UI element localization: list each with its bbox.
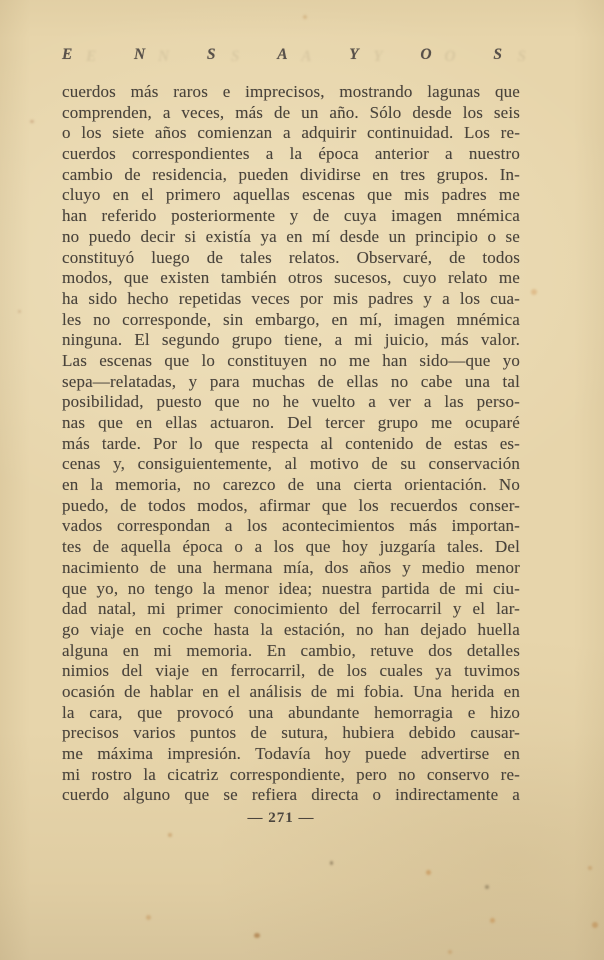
foxing-spot: [448, 950, 452, 954]
header-letter: S: [206, 46, 216, 63]
text-line: posibilidad, puesto que no he vuelto a ver a las perso-: [62, 392, 520, 412]
foxing-spot: [330, 861, 333, 865]
header-letter: S: [493, 46, 502, 63]
header-letter: N: [134, 46, 146, 63]
foxing-spot: [588, 866, 592, 870]
text-line: la cara, que provocó una abundante hemorragia e hizo: [62, 702, 520, 722]
text-line: go viaje en coche hasta la estación, no han dejado huella: [62, 619, 520, 639]
text-line: mi rostro la cicatriz correspondiente, pero no conservo re-: [62, 764, 520, 784]
text-line: más tarde. Por lo que respecta al contenido de estas es-: [62, 433, 520, 453]
text-line: constituyó luego de tales relatos. Observaré, de todos: [62, 247, 520, 267]
text-line: cambio de residencia, pueden dividirse en tres grupos. In-: [62, 164, 520, 184]
text-line: Las escenas que lo constituyen no me han sido—que yo: [62, 350, 520, 370]
text-line: en la memoria, no carezco de una cierta orientación. No: [62, 475, 520, 495]
text-line: cluyo en el primero aquellas escenas que mis padres me: [62, 185, 520, 205]
header-ghost-letter: N: [158, 48, 170, 65]
foxing-spot: [592, 922, 598, 928]
foxing-spot: [146, 915, 151, 920]
header-letter: A: [277, 46, 288, 63]
text-line: o los siete años comienzan a adquirir continuidad. Los re-: [62, 123, 520, 143]
foxing-spot: [30, 120, 34, 123]
header-ghost-letter: Y: [373, 48, 383, 65]
foxing-spot: [490, 918, 495, 923]
text-line: modos, que existen también otros sucesos, cuyo relato me: [62, 268, 520, 288]
text-line: me máxima impresión. Todavía hoy puede advertirse en: [62, 744, 520, 763]
text-line: vados correspondan a los acontecimientos más importan-: [62, 516, 520, 536]
foxing-spot: [426, 870, 431, 875]
foxing-spot: [531, 289, 537, 295]
text-line: les no corresponde, sin embargo, en mí, imagen mnémica: [62, 309, 520, 329]
text-line: nimios del viaje en ferrocarril, de los cuales ya tuvimos: [62, 661, 520, 681]
foxing-spot: [168, 833, 172, 837]
text-line: nas que en ellas actuaron. Del tercer grupo me ocuparé: [62, 413, 520, 432]
foxing-spot: [485, 885, 489, 889]
foxing-spot: [254, 933, 260, 938]
text-line: no puedo decir si existía ya en mí desde un principio o se: [62, 226, 520, 246]
header-ghost-letter: E: [86, 48, 97, 65]
text-line: comprenden, a veces, más de un año. Sólo desde los seis: [62, 102, 520, 122]
foxing-spot: [18, 310, 21, 313]
text-line: sepa—relatadas, y para muchas de ellas no cabe una tal: [62, 371, 520, 391]
page-number: — 271 —: [247, 810, 315, 826]
text-line: precisos varios puntos de sutura, hubiera debido causar-: [62, 723, 520, 743]
text-line: nacimiento de una hermana mía, dos años y medio menor: [62, 557, 520, 577]
header-ghost-letter: O: [444, 48, 456, 65]
body-text: [62, 82, 520, 806]
text-line: ninguna. El segundo grupo tiene, a mi juicio, más valor.: [62, 330, 520, 350]
foxing-spot: [303, 15, 307, 19]
text-line: dad natal, mi primer conocimiento del ferrocarril y el lar-: [62, 599, 520, 619]
header-ghost-letter: S: [517, 48, 526, 65]
header-letter: Y: [349, 46, 359, 63]
text-line: cenas y, consiguientemente, al motivo de su conservación: [62, 454, 520, 474]
text-line: tes de aquella época o a los que hoy juzgaría tales. Del: [62, 537, 520, 557]
text-line: cuerdos correspondientes a la época anterior a nuestro: [62, 144, 520, 164]
text-line: han referido posteriormente y de cuya imagen mnémica: [62, 206, 520, 226]
text-line: ocasión de hablar en el análisis de mi fobia. Una herida en: [62, 681, 520, 701]
text-line: ha sido hecho repetidas veces por mis padres y a los cua-: [62, 288, 520, 308]
header-ghost-letter: A: [301, 48, 312, 65]
header-letter: E: [62, 46, 73, 63]
text-line: alguna en mi memoria. En cambio, retuve dos detalles: [62, 640, 520, 660]
header-letter: O: [420, 46, 432, 63]
text-line: cuerdos más raros e imprecisos, mostrando lagunas que: [62, 82, 520, 101]
running-header: [62, 46, 502, 64]
header-ghost-letter: S: [230, 48, 240, 65]
text-line: que yo, no tengo la menor idea; nuestra partida de mi ciu-: [62, 578, 520, 598]
text-line: cuerdo alguno que se refiera directa o indirectamente a: [62, 785, 520, 805]
text-line: puedo, de todos modos, afirmar que los recuerdos conser-: [62, 495, 520, 515]
